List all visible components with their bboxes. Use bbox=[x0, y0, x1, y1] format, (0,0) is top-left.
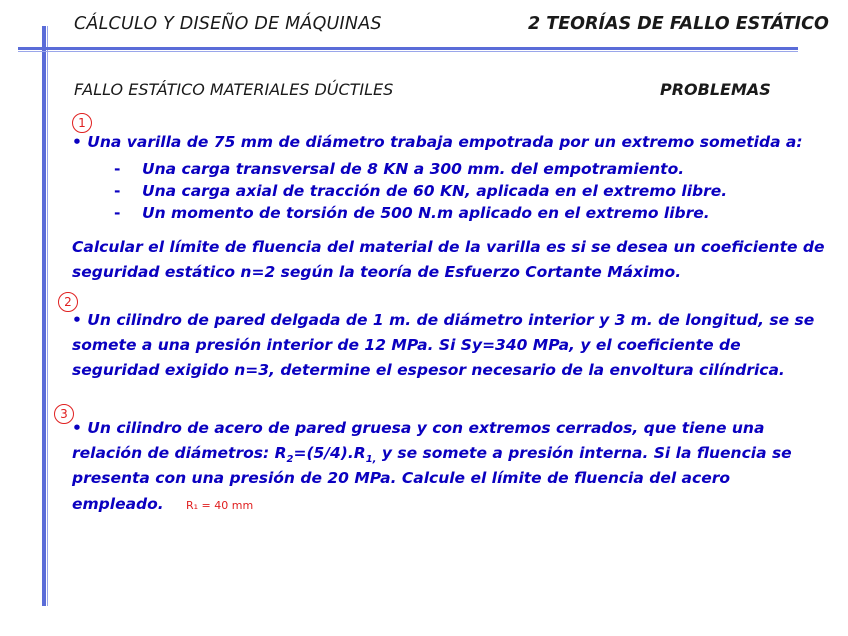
problem1-intro: • Una varilla de 75 mm de diámetro trabaja empotrada por un extremo sometida a: bbox=[72, 133, 803, 151]
header-rule-inner bbox=[18, 51, 798, 52]
problem1-item-3: - Un momento de torsión de 500 N.m aplicado en el extremo libre. bbox=[114, 204, 710, 222]
problem1-item-1: - Una carga transversal de 8 KN a 300 mm. del empotramiento. bbox=[114, 160, 685, 178]
problems-label: PROBLEMAS bbox=[660, 80, 771, 99]
problem2-line-3: seguridad exigido n=3, determine el espesor necesario de la envoltura cilíndrica. bbox=[72, 361, 785, 379]
problem3-line-2: relación de diámetros: $R_2=(5/4).R_{1,}$ y se somete a presión interna. Si la fluencia se bbox=[72, 444, 792, 466]
left-margin-rule bbox=[42, 26, 46, 606]
left-margin-rule-inner bbox=[47, 26, 48, 606]
problem3-line-1: • Un cilindro de acero de pared gruesa y con extremos cerrados, que tiene una bbox=[72, 419, 765, 437]
problem3-line-3: presenta con una presión de 20 MPa. Calcule el límite de fluencia del acero bbox=[72, 469, 730, 487]
problem3-line-4: empleado. bbox=[72, 495, 164, 513]
problem-number-2: 2 bbox=[58, 292, 78, 312]
problem-number-1: 1 bbox=[72, 113, 92, 133]
problem1-question-line-2: seguridad estático n=2 según la teoría de Esfuerzo Cortante Máximo. bbox=[72, 263, 682, 281]
header-rule bbox=[18, 47, 798, 50]
chapter-title: 2 TEORÍAS DE FALLO ESTÁTICO bbox=[528, 14, 829, 34]
problem2-line-1: • Un cilindro de pared delgada de 1 m. de diámetro interior y 3 m. de longitud, se se bbox=[72, 311, 815, 329]
problem1-question-line-1: Calcular el límite de fluencia del material de la varilla es si se desea un coeficiente de bbox=[72, 238, 825, 256]
course-title: CÁLCULO Y DISEÑO DE MÁQUINAS bbox=[74, 14, 382, 34]
problem-number-3: 3 bbox=[54, 404, 74, 424]
problem2-line-2: somete a una presión interior de 12 MPa. Si Sy=340 MPa, y el coeficiente de bbox=[72, 336, 741, 354]
handwritten-note: R₁ = 40 mm bbox=[186, 499, 254, 512]
section-title: FALLO ESTÁTICO MATERIALES DÚCTILES bbox=[74, 80, 394, 99]
problem1-item-2: - Una carga axial de tracción de 60 KN, aplicada en el extremo libre. bbox=[114, 182, 728, 200]
